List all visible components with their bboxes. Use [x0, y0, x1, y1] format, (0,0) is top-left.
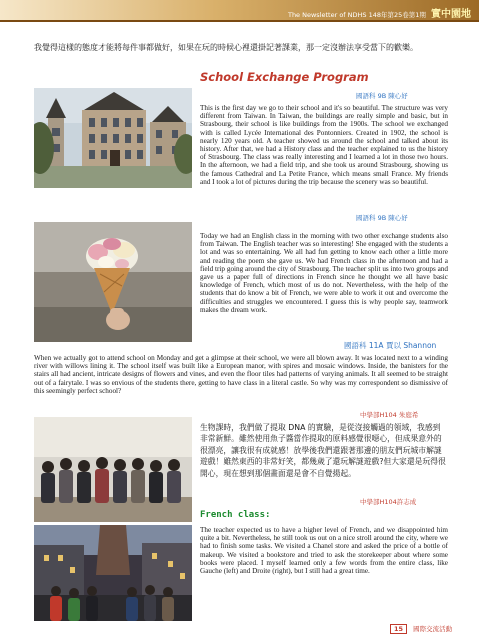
- group-photo: [34, 417, 192, 522]
- byline-1: 國語科 9B 陳心妤: [356, 92, 408, 100]
- page-number: 15: [390, 624, 407, 634]
- french-class-heading: French class:: [200, 510, 271, 520]
- byline-5: 中學部H104許志成: [360, 498, 417, 506]
- header-text: [288, 5, 471, 20]
- cjk-paragraph: 生物課時，我們做了提取 DNA 的實驗，是從沒接觸過的領域，我感到非常新鮮。雖然使用魚子醬當作提取的原料感覺很噁心，但成果意外的很漂亮，讓我很有成就感！放學後我們還跟著那邊的朋友們玩城市解謎遊戲！雖然東西的非常好笑，都幾歲了還玩解謎遊戲?但大家還是玩得很開心，現在想到那個畫面還是會不自覺揚起。: [200, 423, 446, 478]
- footer-tag: 國際交流活動: [413, 625, 453, 633]
- paragraph-2-text: Today we had an English class in the morning with two other exchange students also from Taiwan. The English teacher was so interesting! She engaged with the students a lot and was so entertaining. We all had fun getting to know each other a little more and reading the poem she gave us. We had French class in the afternoon and had a field trip going around the city of Strasbourg. The teacher split us into two groups and gave us a paper full of directions in French since he thought we all have basic knowledge of French, which most of us do not. Nevertheless, with the help of the students that do know a bit of French, we were able to work it out and overcome the difficulties and struggles we encountered. I guess this is why people say, teamwork makes the dream work.: [200, 232, 448, 314]
- paragraph-3-text: When we actually got to attend school on Monday and get a glimpse at their school, we were all blown away. It was located next to a winding river with willows lining it. The school itself was built like a European manor, with spires and mosaic windows. Inside, the banisters for the stairs all had ancient, intricate designs of flowers and vines, and even the floor tiles had patterns of varying animals. It all seemed to be straight out of a fairytale. I was so envious of the students there, getting to have class in a literal castle. So why was my correspondent so dismissive of this seemingly perfect school?: [34, 354, 448, 395]
- article-title: School Exchange Program: [200, 70, 369, 84]
- newsletter-label: The Newsletter of NDHS 148年第25卷第1期: [287, 11, 426, 19]
- ice-cream-photo: [34, 222, 192, 342]
- byline-2: 國語科 9B 陳心妤: [356, 214, 408, 222]
- school-building-photo: [34, 88, 192, 188]
- header-bar: [0, 0, 479, 22]
- paragraph-4: [200, 526, 448, 575]
- paragraph-1-top: [200, 104, 448, 186]
- paragraph-4-text: The teacher expected us to have a higher level of French, and we disappointed him quite a bit. Nevertheless, he still took us out on a nice stroll around the city, where we had to finish some tasks. We visited a Chanel store and asked the price of a bottle of makeup. We visited a bookstore and tried to ask the storekeeper about where some books were placed. I myself learned only a few words from the entire class, like Gauche (left) and Droite (right), but I still had a great time.: [200, 526, 448, 576]
- byline-4: 中學部H104 朱庭希: [360, 411, 419, 419]
- paragraph-3: [34, 354, 448, 395]
- paragraph-1-text: This is the first day we go to their school and it's so beautiful. The structure was very different from Taiwan. In Taiwan, the buildings are really simple and basic, but in Strasbourg, their school is like buildings from the 1900s. The school we exchanged with is called Lycée International des Pontonniers. Created in 1902, the school is nearly 120 years old. A teacher showed us around the school and talked about its history. After that, we had a History class and the teacher explained to us the history of Strasbourg. The class was really interesting and I learned a lot in those two hours. In the afternoon, we had a field trip, and she took us around Strasbourg, showing us the famous Cathedral and La Petite France, which means small France. My friends and I took a lot of pictures during the trip because the scenery was so beautiful.: [200, 104, 448, 186]
- paragraph-2: [200, 232, 448, 314]
- cathedral-street-photo: [34, 525, 192, 621]
- intro-paragraph: 我覺得這樣的態度才能將每件事都做好，如果在玩的時候心裡還掛記著課業，那一定沒辦法享受當下的歡樂。: [34, 43, 418, 52]
- byline-3: 國語科 11A 賈以 Shannon: [344, 341, 437, 350]
- page-footer: [390, 624, 452, 634]
- newsletter-title: 實中園地: [431, 9, 471, 20]
